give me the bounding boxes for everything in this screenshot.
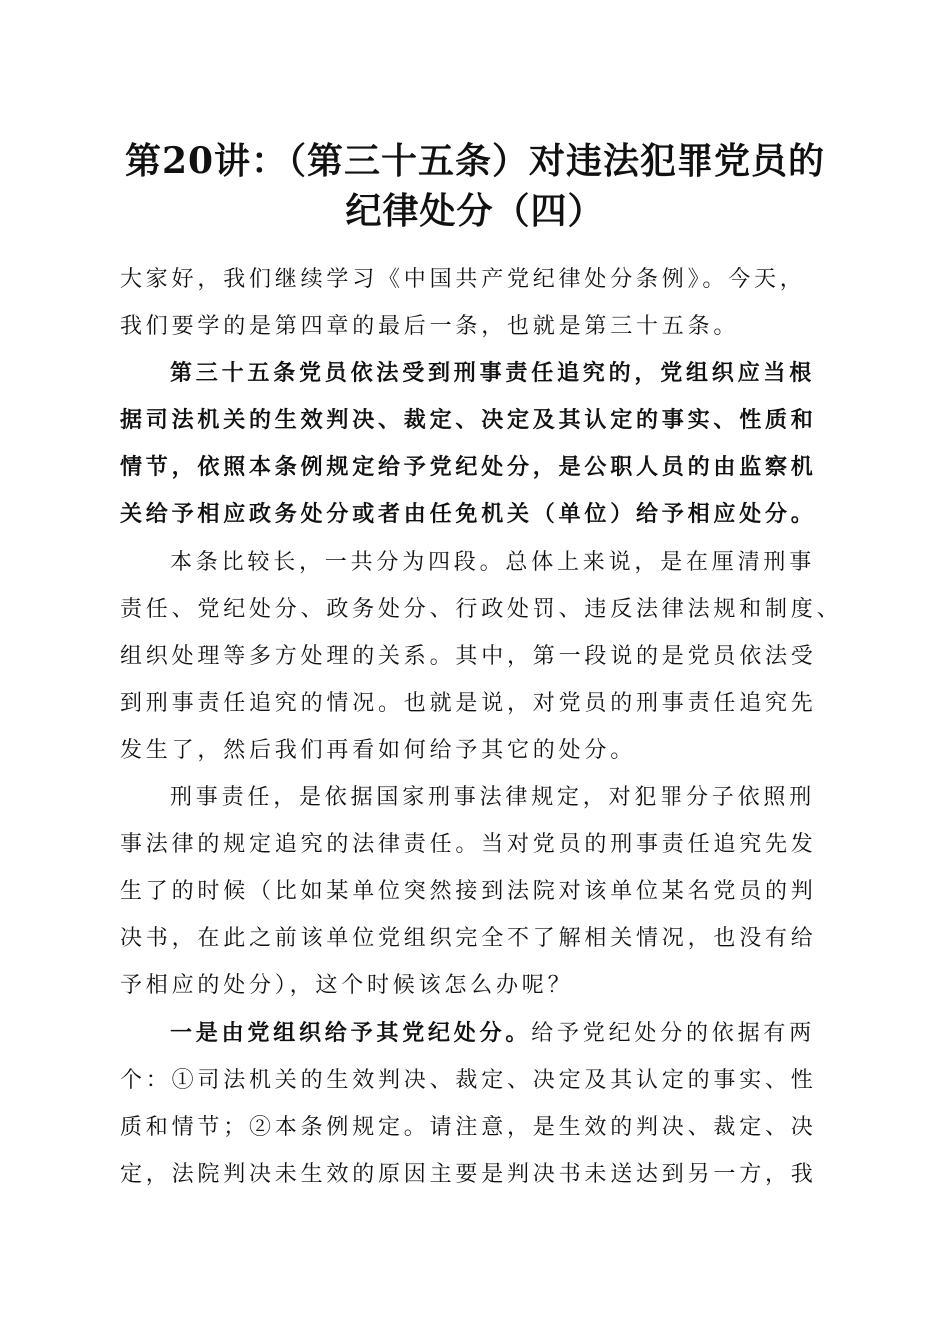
text-line: 第三十五条党员依法受到刑事责任追究的，党组织应当根 [170,360,816,387]
text-line: 本条比较长，一共分为四段。总体上来说，是在厘清刑事 [170,549,816,575]
text-line: 生了的时候（比如某单位突然接到法院对该单位某名党员的判 [120,879,817,905]
text-line: 事法律的规定追究的法律责任。当对党员的刑事责任追究先发 [120,832,817,858]
text-line: 刑事责任，是依据国家刑事法律规定，对犯罪分子依照刑 [170,785,816,811]
text-line: 大家好，我们继续学习《中国共产党纪律处分条例》。今天， [120,267,806,292]
text-line: 定，法院判决未生效的原因主要是判决书未送达到另一方，我 [120,1161,817,1187]
title-line-2: 纪律处分（四） [345,190,605,232]
text-line: 决书，在此之前该单位党组织完全不了解相关情况，也没有给 [120,926,817,952]
text-line: 发生了，然后我们再看如何给予其它的处分。 [120,737,637,763]
text-line: 到刑事责任追究的情况。也就是说，对党员的刑事责任追究先 [120,690,817,716]
text-line: 个：①司法机关的生效判决、裁定、决定及其认定的事实、性 [120,1067,817,1093]
text-line: 质和情节；②本条例规定。请注意，是生效的判决、裁定、决 [120,1114,817,1140]
text-line: 组织处理等多方处理的关系。其中，第一段说的是党员依法受 [120,643,817,669]
paragraph-criminal-liability [120,774,830,1009]
paragraph-intro [120,256,830,350]
paragraph-overview [120,539,843,774]
text-line: 情节，依照本条例规定给予党纪处分，是公职人员的由监察机 [120,454,817,481]
bold-lead-phrase: 一是由党组织给予其党纪处分。 [170,1019,532,1046]
document-body [120,256,843,1198]
paragraph-article-text [120,350,830,538]
lead-rest: 给予党纪处分的依据有两 [531,1020,816,1046]
text-line: 予相应的处分），这个时候该怎么办呢？ [120,973,574,999]
document-title [100,136,850,236]
paragraph-party-discipline [120,1010,830,1198]
text-line: 关给予相应政务处分或者由任免机关（单位）给予相应处分。 [120,501,817,528]
title-line-1: 第20讲：（第三十五条）对违法犯罪党员的 [124,140,826,182]
text-line: 据司法机关的生效判决、裁定、决定及其认定的事实、性质和 [120,407,817,434]
text-line [120,1010,830,1057]
text-line: 责任、党纪处分、政务处分、行政处罚、违反法律法规和制度、 [120,596,843,622]
text-line: 我们要学的是第四章的最后一条，也就是第三十五条。 [120,314,740,340]
